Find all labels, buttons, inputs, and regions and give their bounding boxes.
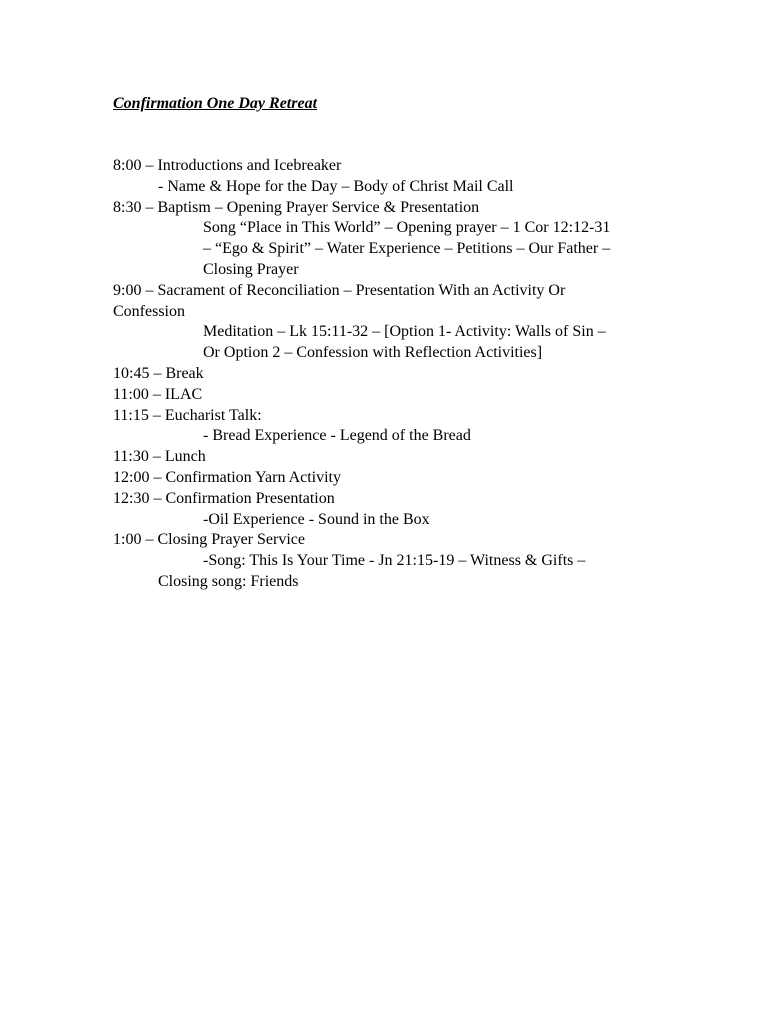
schedule-line-20: Closing song: Friends — [158, 572, 299, 590]
schedule-line-9: Or Option 2 – Confession with Reflection Activities] — [203, 344, 543, 362]
schedule-line-13: - Bread Experience - Legend of the Bread — [203, 427, 471, 445]
schedule-line-1: - Name & Hope for the Day – Body of Christ Mail Call — [158, 177, 514, 195]
schedule-line-10: 10:45 – Break — [113, 364, 204, 382]
schedule-line-3: Song “Place in This World” – Opening prayer – 1 Cor 12:12-31 — [203, 219, 611, 237]
schedule-line-14: 11:30 – Lunch — [113, 448, 206, 466]
schedule-line-2: 8:30 – Baptism – Opening Prayer Service & Presentation — [113, 198, 480, 216]
schedule-line-0: 8:00 – Introductions and Icebreaker — [113, 157, 342, 174]
schedule-line-4: – “Ego & Spirit” – Water Experience – Petitions – Our Father – — [203, 240, 611, 258]
schedule-line-7: Confession — [113, 302, 185, 320]
schedule-line-15: 12:00 – Confirmation Yarn Activity — [113, 468, 341, 486]
schedule-line-6: 9:00 – Sacrament of Reconciliation – Presentation With an Activity Or — [113, 281, 566, 299]
schedule-line-17: -Oil Experience - Sound in the Box — [203, 510, 430, 528]
document-title: Confirmation One Day Retreat — [113, 95, 318, 112]
schedule-line-11: 11:00 – ILAC — [113, 385, 203, 403]
schedule-line-8: Meditation – Lk 15:11-32 – [Option 1- Activity: Walls of Sin – — [203, 323, 606, 341]
schedule — [113, 156, 658, 593]
schedule-line-5: Closing Prayer — [203, 260, 299, 278]
schedule-line-19: -Song: This Is Your Time - Jn 21:15-19 – Witness & Gifts – — [203, 552, 586, 570]
schedule-line-18: 1:00 – Closing Prayer Service — [113, 531, 305, 549]
schedule-line-12: 11:15 – Eucharist Talk: — [113, 406, 262, 424]
schedule-line-16: 12:30 – Confirmation Presentation — [113, 489, 335, 507]
